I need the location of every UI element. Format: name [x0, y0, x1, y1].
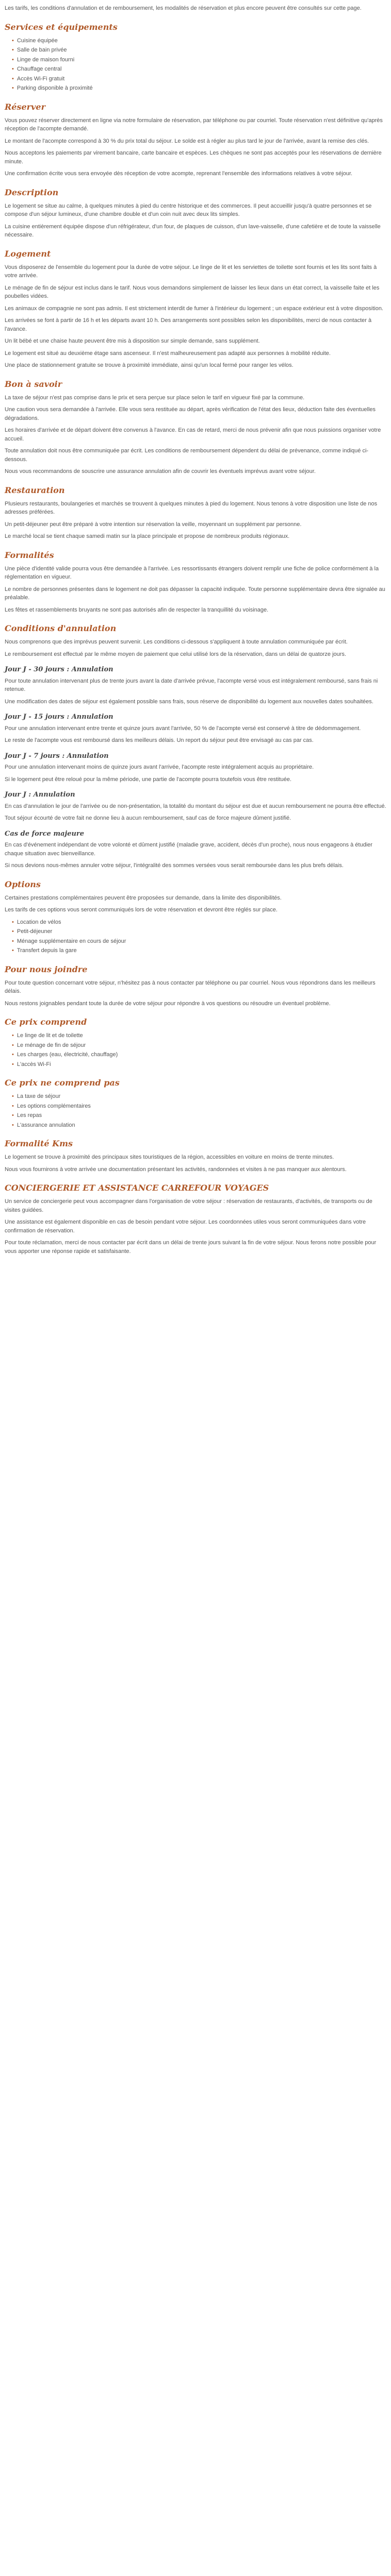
paragraph: Nous comprenons que des imprévus peuvent survenir. Les conditions ci-dessous s'appliquent à toute annulation communiquée par écrit. — [5, 639, 348, 645]
section-title: Pour nous joindre — [5, 964, 88, 974]
paragraph: Une assistance est également disponible en cas de besoin pendant votre séjour. Les coordonnées utiles vous seront communiquées dans votre confirmation de réservation. — [5, 1219, 366, 1234]
section-title: Réserver — [5, 101, 45, 112]
paragraph: Nous vous fournirons à votre arrivée une documentation présentant les activités, randonnées et visites à ne pas manquer aux alentours. — [5, 1166, 347, 1173]
paragraph: Vous pouvez réserver directement en ligne via notre formulaire de réservation, par téléphone ou par courriel. Toute réservation n'est définitive qu'après réception de l'acompte demandé. — [5, 117, 383, 132]
list-item: • Les repas — [12, 1111, 386, 1120]
paragraph: Le reste de l'acompte vous est remboursé dans les meilleurs délais. Un report du séjour peut être envisagé au cas par cas. — [5, 737, 314, 743]
paragraph: Le logement est situé au deuxième étage sans ascenseur. Il n'est malheureusement pas adapté aux personnes à mobilité réduite. — [5, 350, 331, 357]
paragraph: Un service de conciergerie peut vous accompagner dans l'organisation de votre séjour : réservation de restaurants, d'activités, de transports ou de visites guidées. — [5, 1198, 372, 1213]
section-title: Logement — [5, 248, 51, 259]
paragraph: La cuisine entièrement équipée dispose d'un réfrigérateur, d'un four, de plaques de cuisson, d'un lave-vaisselle, d'une cafetière et de toute la vaisselle nécessaire. — [5, 223, 381, 238]
section-title: Formalité Kms — [5, 1139, 73, 1148]
paragraph: Pour toute réclamation, merci de nous contacter par écrit dans un délai de trente jours suivant la fin de votre séjour. Nous ferons notre possible pour vous apporter une réponse rapide et satisfaisante. — [5, 1240, 377, 1255]
paragraph: Le montant de l'acompte correspond à 30 % du prix total du séjour. Le solde est à régler au plus tard le jour de l'arrivée, avant la remise des clés. — [5, 138, 369, 144]
paragraph: Le logement se trouve à proximité des principaux sites touristiques de la région, accessibles en voiture en moins de trente minutes. — [5, 1154, 334, 1160]
paragraph: La taxe de séjour n'est pas comprise dans le prix et sera perçue sur place selon le tarif en vigueur fixé par la commune. — [5, 394, 305, 401]
paragraph: Une modification des dates de séjour est également possible sans frais, sous réserve de disponibilité du logement aux nouvelles dates souhaitées. — [5, 698, 373, 705]
paragraph: Tout séjour écourté de votre fait ne donne lieu à aucun remboursement, sauf cas de force majeure dûment justifié. — [5, 815, 291, 821]
section-title: Bon à savoir — [5, 379, 62, 389]
paragraph: Si le logement peut être reloué pour la même période, une partie de l'acompte pourra toutefois vous être restituée. — [5, 776, 292, 783]
paragraph: Pour une annulation intervenant moins de quinze jours avant l'arrivée, l'acompte reste intégralement acquis au propriétaire. — [5, 764, 314, 770]
list-item: • Parking disponible à proximité — [12, 84, 386, 93]
paragraph: En cas d'annulation le jour de l'arrivée ou de non-présentation, la totalité du montant du séjour est due et aucun remboursement ne pourra être effectué. — [5, 803, 386, 809]
list-item: • Les charges (eau, électricité, chauffage) — [12, 1050, 386, 1059]
section-title: Formalités — [5, 550, 54, 560]
paragraph: Vous disposerez de l'ensemble du logement pour la durée de votre séjour. Le linge de lit et les serviettes de toilette sont fournis et les lits sont faits à votre arrivée. — [5, 264, 377, 279]
conditions-section — [5, 622, 386, 870]
list-item: • Les options complémentaires — [12, 1102, 386, 1111]
paragraph: Le logement se situe au calme, à quelques minutes à pied du centre historique et des commerces. Il peut accueillir jusqu'à quatre personnes et se compose d'un séjour lumineux, d'une chambre double et d'un coin nuit avec deux lits simples. — [5, 202, 372, 217]
paragraph: Pour une annulation intervenant entre trente et quinze jours avant l'arrivée, 50 % de l'acompte versé est conservé à titre de dédommagement. — [5, 725, 361, 732]
paragraph: Certaines prestations complémentaires peuvent être proposées sur demande, dans la limite des disponibilités. — [5, 894, 282, 901]
services-list — [5, 37, 386, 93]
list-item: • Petit-déjeuner — [12, 927, 386, 936]
formalites-section — [5, 549, 386, 615]
list-item: • Transfert depuis la gare — [12, 946, 386, 955]
section-title: Restauration — [5, 485, 65, 495]
document — [5, 0, 386, 1269]
list-item: • Location de vélos — [12, 918, 386, 927]
section-title: Services et équipements — [5, 22, 118, 32]
list-item: • Ménage supplémentaire en cours de séjour — [12, 937, 386, 946]
paragraph: En cas d'événement indépendant de votre volonté et dûment justifié (maladie grave, accident, décès d'un proche), nous nous engageons à étudier chaque situation avec bienveillance. — [5, 842, 372, 857]
logement-section — [5, 248, 386, 370]
section-title: Description — [5, 187, 59, 197]
services-section — [5, 21, 386, 93]
list-item: • Le linge de lit et de toilette — [12, 1031, 386, 1040]
section-title: Ce prix ne comprend pas — [5, 1078, 120, 1088]
list-item: • Cuisine équipée — [12, 37, 386, 45]
prix-comprend-section — [5, 1016, 386, 1069]
intro-text: Les tarifs, les conditions d'annulation et de remboursement, les modalités de réservation et plus encore peuvent être consultés sur cette page. — [5, 5, 362, 11]
list-item: • Chauffage central — [12, 65, 386, 74]
paragraph: Les horaires d'arrivée et de départ doivent être convenus à l'avance. En cas de retard, merci de nous prévenir afin que nous puissions organiser votre accueil. — [5, 427, 381, 442]
subsection-title: Jour J - 15 jours : Annulation — [5, 713, 113, 721]
restauration-section — [5, 484, 386, 541]
section-title: Options — [5, 879, 41, 889]
paragraph: Une confirmation écrite vous sera envoyée dès réception de votre acompte, reprenant l'ensemble des informations relatives à votre séjour. — [5, 171, 353, 177]
paragraph: Un lit bébé et une chaise haute peuvent être mis à disposition sur simple demande, sans supplément. — [5, 338, 260, 344]
prix-comprend-list — [5, 1031, 386, 1069]
paragraph: Le marché local se tient chaque samedi matin sur la place principale et propose de nombreux produits régionaux. — [5, 533, 290, 539]
paragraph: Toute annulation doit nous être communiquée par écrit. Les conditions de remboursement dépendent du délai de prévenance, comme indiqué ci-dessous. — [5, 448, 369, 463]
paragraph: Le ménage de fin de séjour est inclus dans le tarif. Nous vous demandons simplement de laisser les lieux dans un état correct, la vaisselle faite et les poubelles vidées. — [5, 284, 380, 299]
paragraph: Le nombre de personnes présentes dans le logement ne doit pas dépasser la capacité indiquée. Toute personne supplémentaire devra être signalée au préalable. — [5, 586, 385, 601]
list-item: • L'assurance annulation — [12, 1121, 386, 1130]
paragraph: Si nous devions nous-mêmes annuler votre séjour, l'intégralité des sommes versées vous serait remboursée dans les plus brefs délais. — [5, 862, 344, 869]
list-item: • Le ménage de fin de séjour — [12, 1041, 386, 1050]
paragraph: Un petit-déjeuner peut être préparé à votre intention sur réservation la veille, moyennant un supplément par personne. — [5, 521, 302, 528]
prix-ne-comprend-list — [5, 1092, 386, 1129]
section-title: Conditions d'annulation — [5, 623, 117, 633]
bon-a-savoir-section — [5, 378, 386, 476]
list-item: • Linge de maison fourni — [12, 56, 386, 64]
paragraph: Nous restons joignables pendant toute la durée de votre séjour pour répondre à vos questions ou résoudre un éventuel problème. — [5, 1000, 331, 1007]
options-section — [5, 878, 386, 955]
paragraph: Les fêtes et rassemblements bruyants ne sont pas autorisés afin de respecter la tranquillité du voisinage. — [5, 606, 269, 613]
paragraph: Nous vous recommandons de souscrire une assurance annulation afin de couvrir les éventuels imprévus avant votre séjour. — [5, 468, 316, 474]
contact-section — [5, 963, 386, 1008]
conciergerie-section — [5, 1182, 386, 1256]
paragraph: Pour toute annulation intervenant plus de trente jours avant la date d'arrivée prévue, l'acompte versé vous est intégralement remboursé, sans frais ni retenue. — [5, 677, 378, 692]
paragraph: Les tarifs de ces options vous seront communiqués lors de votre réservation et devront être réglés sur place. — [5, 907, 278, 913]
list-item: • La taxe de séjour — [12, 1092, 386, 1101]
formalite-kms-section — [5, 1138, 386, 1174]
reservation-section — [5, 101, 386, 178]
options-list — [5, 918, 386, 955]
prix-ne-comprend-section — [5, 1077, 386, 1129]
section-title: CONCIERGERIE ET ASSISTANCE CARREFOUR VOYAGES — [5, 1183, 269, 1193]
paragraph: Les animaux de compagnie ne sont pas admis. Il est strictement interdit de fumer à l'intérieur du logement ; un espace extérieur est à votre disposition. — [5, 305, 383, 312]
description-section — [5, 187, 386, 240]
subsection-title: Jour J - 7 jours : Annulation — [5, 752, 109, 760]
list-item: • Accès Wi-Fi gratuit — [12, 75, 386, 83]
paragraph: Une pièce d'identité valide pourra vous être demandée à l'arrivée. Les ressortissants étrangers doivent remplir une fiche de police conformément à la réglementation en vigueur. — [5, 565, 379, 580]
paragraph: Le remboursement est effectué par le même moyen de paiement que celui utilisé lors de la réservation, dans un délai de quatorze jours. — [5, 651, 347, 657]
paragraph: Une place de stationnement gratuite se trouve à proximité immédiate, ainsi qu'un local fermé pour ranger les vélos. — [5, 362, 294, 368]
section-title: Ce prix comprend — [5, 1017, 87, 1027]
paragraph: Nous acceptons les paiements par virement bancaire, carte bancaire et espèces. Les chèques ne sont pas acceptés pour les réservations de dernière minute. — [5, 150, 382, 165]
list-item: • L'accès Wi-Fi — [12, 1060, 386, 1069]
paragraph: Pour toute question concernant votre séjour, n'hésitez pas à nous contacter par téléphone ou par courriel. Nous vous répondrons dans les meilleurs délais. — [5, 979, 376, 994]
list-item: • Salle de bain privée — [12, 46, 386, 55]
paragraph: Plusieurs restaurants, boulangeries et marchés se trouvent à quelques minutes à pied du logement. Nous tenons à votre disposition une liste de nos adresses préférées. — [5, 500, 378, 515]
subsection-title: Jour J : Annulation — [5, 791, 75, 799]
subsection-title: Cas de force majeure — [5, 829, 85, 838]
paragraph: Une caution vous sera demandée à l'arrivée. Elle vous sera restituée au départ, après vérification de l'état des lieux, déduction faite des éventuelles dégradations. — [5, 406, 376, 421]
paragraph: Les arrivées se font à partir de 16 h et les départs avant 10 h. Des arrangements sont possibles selon les disponibilités, merci de nous contacter à l'avance. — [5, 317, 372, 332]
subsection-title: Jour J - 30 jours : Annulation — [5, 666, 113, 673]
